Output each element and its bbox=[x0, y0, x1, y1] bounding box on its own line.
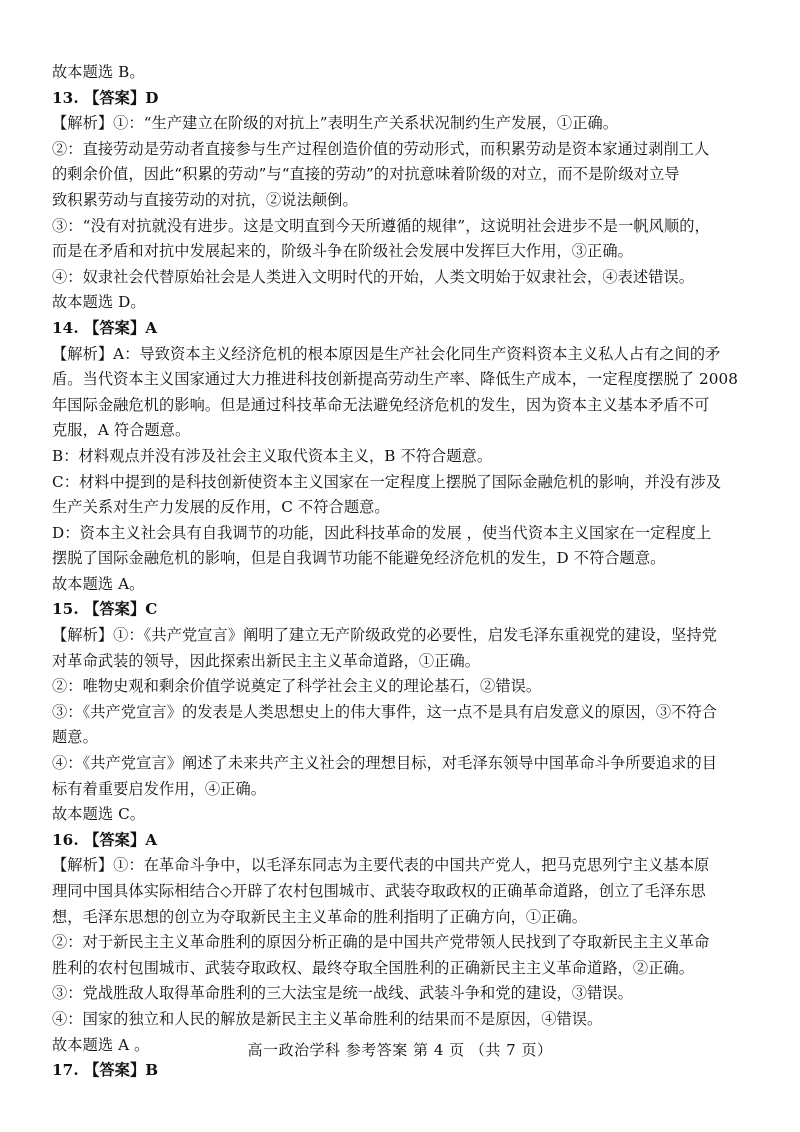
question-13-answer: 13. 【答案】D bbox=[52, 88, 159, 107]
analysis-line: 摆脱了国际金融危机的影响，但是自我调节功能不能避免经济危机的发生，D 不符合题意。 bbox=[52, 549, 666, 568]
analysis-line: 胜利的农村包围城市、武装夺取政权、最终夺取全国胜利的正确新民主主义革命道路，②正确。 bbox=[52, 958, 695, 977]
question-15-answer: 15. 【答案】C bbox=[52, 600, 158, 619]
analysis-line: ④：国家的独立和人民的解放是新民主主义革命胜利的结果而不是原因，④错误。 bbox=[52, 1009, 603, 1028]
analysis-line: D：资本主义社会具有自我调节的功能，因此科技革命的发展 ，使当代资本主义国家在一定程度上 bbox=[52, 523, 712, 542]
question-16-answer: 16. 【答案】A bbox=[52, 830, 158, 849]
analysis-line: ③：党战胜敌人取得革命胜利的三大法宝是统一战线、武装斗争和党的建设，③错误。 bbox=[52, 984, 633, 1003]
analysis-line: ③：“没有对抗就没有进步。这是文明直到今天所遵循的规律”，这说明社会进步不是一帆风顺的， bbox=[52, 216, 710, 235]
analysis-line: 克服，A 符合题意。 bbox=[52, 421, 191, 440]
conclusion-line: 故本题选 D。 bbox=[52, 293, 146, 312]
page-footer: 高一政治学科 参考答案 第 4 页 （共 7 页） bbox=[247, 1041, 553, 1059]
conclusion-line: 故本题选 C。 bbox=[52, 805, 146, 824]
analysis-line: 理同中国具体实际相结合◇开辟了农村包围城市、武装夺取政权的正确革命道路，创立了毛泽东思 bbox=[52, 882, 706, 900]
analysis-line: 对革命武装的领导，因此探索出新民主主义革命道路，①正确。 bbox=[52, 651, 481, 670]
analysis-line: ④：奴隶社会代替原始社会是人类进入文明时代的开始，人类文明始于奴隶社会，④表述错误。 bbox=[52, 267, 695, 286]
answer-page bbox=[52, 60, 757, 1084]
analysis-line: ②：唯物史观和剩余价值学说奠定了科学社会主义的理论基石，②错误。 bbox=[52, 677, 542, 696]
analysis-line: 而是在矛盾和对抗中发展起来的，阶级斗争在阶级社会发展中发挥巨大作用，③正确。 bbox=[52, 242, 633, 261]
question-17-answer: 17. 【答案】B bbox=[52, 1061, 159, 1080]
analysis-line: 盾。当代资本主义国家通过大力推进科技创新提高劳动生产率、降低生产成本，一定程度摆脱了 2008 bbox=[52, 370, 739, 389]
analysis-line: 想，毛泽东思想的创立为夺取新民主主义革命的胜利指明了正确方向，①正确。 bbox=[52, 907, 588, 926]
analysis-line: 【解析】①：《共产党宣言》阐明了建立无产阶级政党的必要性，启发毛泽东重视党的建设，坚持党 bbox=[52, 626, 718, 645]
analysis-line: 年国际金融危机的影响。但是通过科技革命无法避免经济危机的发生，因为资本主义基本矛盾不可 bbox=[52, 395, 710, 414]
conclusion-line: 故本题选 B。 bbox=[52, 63, 145, 81]
analysis-line: ④：《共产党宣言》阐述了未来共产主义社会的理想目标，对毛泽东领导中国革命斗争所要追求的目 bbox=[52, 754, 718, 773]
analysis-line: 题意。 bbox=[52, 728, 98, 747]
conclusion-line: 故本题选 A。 bbox=[52, 574, 145, 593]
conclusion-line: 故本题选 A 。 bbox=[52, 1035, 150, 1054]
analysis-line: ③：《共产党宣言》的发表是人类思想史上的伟大事件，这一点不是具有启发意义的原因，③不符合 bbox=[52, 702, 718, 721]
question-14-answer: 14. 【答案】A bbox=[52, 318, 158, 337]
analysis-line: 的剩余价值，因此“积累的劳动”与“直接的劳动”的对抗意味着阶级的对立，而不是阶级对立导 bbox=[52, 165, 680, 184]
analysis-line: 标有着重要启发作用，④正确。 bbox=[52, 779, 267, 798]
analysis-line: C：材料中提到的是科技创新使资本主义国家在一定程度上摆脱了国际金融危机的影响，并没有涉及 bbox=[52, 472, 722, 491]
analysis-line: ②：直接劳动是劳动者直接参与生产过程创造价值的劳动形式，而积累劳动是资本家通过剥削工人 bbox=[52, 139, 710, 158]
analysis-line: 【解析】①：在革命斗争中，以毛泽东同志为主要代表的中国共产党人，把马克思列宁主义基本原 bbox=[52, 856, 710, 875]
analysis-line: 【解析】A：导致资本主义经济危机的根本原因是生产社会化同生产资料资本主义私人占有之间的矛 bbox=[52, 344, 721, 363]
analysis-line: ②：对于新民主主义革命胜利的原因分析正确的是中国共产党带领人民找到了夺取新民主主义革命 bbox=[52, 933, 710, 952]
analysis-line: 致积累劳动与直接劳动的对抗，②说法颠倒。 bbox=[52, 190, 358, 209]
analysis-line: 生产关系对生产力发展的反作用，C 不符合题意。 bbox=[52, 498, 390, 517]
analysis-line: B：材料观点并没有涉及社会主义取代资本主义，B 不符合题意。 bbox=[52, 446, 493, 465]
analysis-line: 【解析】①：“生产建立在阶级的对抗上”表明生产关系状况制约生产发展，①正确。 bbox=[52, 114, 619, 133]
